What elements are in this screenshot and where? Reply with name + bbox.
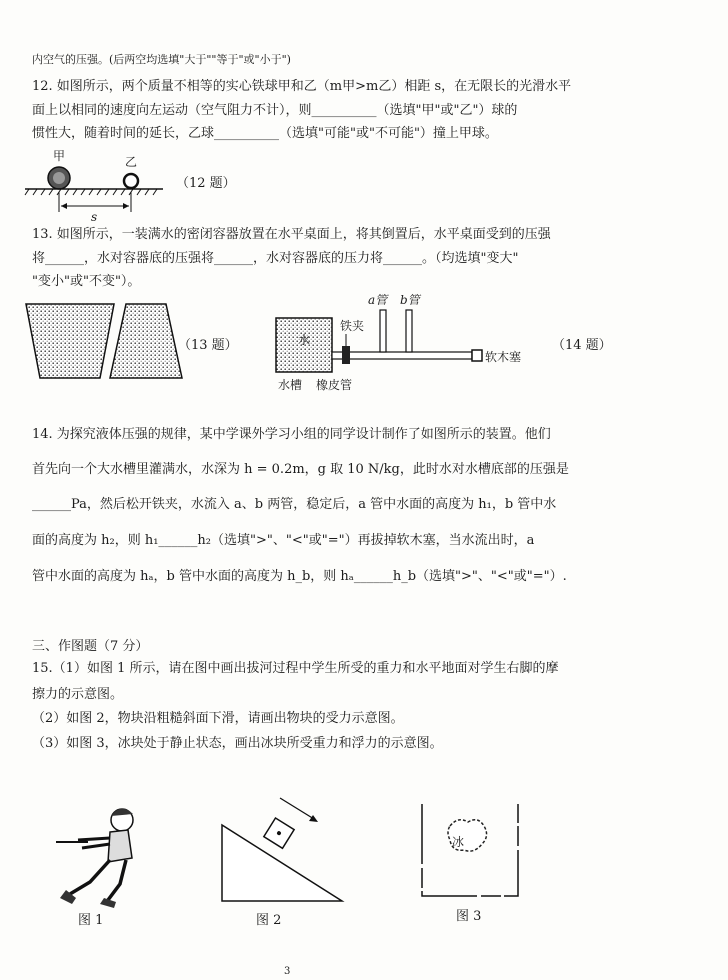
motion-arrow (280, 798, 314, 819)
fig1-caption: 图 1 (78, 913, 104, 928)
q15-line4: （3）如图 3，冰块处于静止状态，画出冰块所受重力和浮力的示意图。 (32, 736, 443, 751)
cork-stopper (472, 350, 482, 361)
figure-14 (268, 292, 548, 402)
fig13-caption: （13 题） (178, 338, 238, 353)
label-cork: 软木塞 (485, 350, 522, 364)
figure-15-2 (218, 795, 358, 910)
q14-line3: ______Pa，然后松开铁夹，水流入 a、b 两管，稳定后，a 管中水面的高度为 h₁，b 管中水 (32, 497, 557, 512)
fig3-caption: 图 3 (456, 909, 482, 924)
q14-line4: 面的高度为 h₂，则 h₁______h₂（选填">"、"<"或"="）再拔掉软木塞，当水流出时，a (32, 533, 535, 548)
label-yi: 乙 (125, 155, 138, 169)
ice-label: 冰 (452, 835, 465, 849)
tube-a (380, 310, 386, 352)
label-b-tube: b管 (400, 293, 420, 307)
q14-line1: 14. 为探究液体压强的规律，某中学课外学习小组的同学设计制作了如图所示的装置。他们 (32, 427, 551, 442)
q14-line5: 管中水面的高度为 hₐ，b 管中水面的高度为 h_b，则 hₐ______h_b（选填">"、"<"或"="）. (32, 569, 567, 584)
fig12-caption: （12 题） (176, 176, 236, 191)
iron-clamp (342, 346, 350, 364)
continued-text: 内空气的压强。(后两空均选填"大于""等于"或"小于") (32, 53, 291, 66)
ball-yi (124, 174, 138, 188)
page-number: 3 (284, 966, 291, 977)
label-tank: 水槽 (278, 378, 303, 392)
student-body (108, 830, 132, 862)
container-upright (26, 304, 114, 378)
q14-line2: 首先向一个大水槽里灌满水，水深为 h = 0.2m，g 取 10 N/kg，此时水对水槽底部的压强是 (32, 462, 569, 477)
tube-b (406, 310, 412, 352)
figure-15-1 (48, 800, 158, 910)
label-s: s (91, 210, 98, 224)
figure-15-3 (418, 800, 528, 905)
q13-line1: 13. 如图所示，一装满水的密闭容器放置在水平桌面上，将其倒置后，水平桌面受到的压强 (32, 227, 551, 242)
container-inverted (110, 304, 182, 378)
section-3-title: 三、作图题（7 分） (32, 639, 149, 654)
fig2-caption: 图 2 (256, 913, 282, 928)
q15-line2: 擦力的示意图。 (32, 687, 124, 702)
q12-line1: 12. 如图所示，两个质量不相等的实心铁球甲和乙（m甲>m乙）相距 s，在无限长的光滑水平 (32, 79, 572, 94)
label-clamp: 铁夹 (340, 319, 365, 333)
q12-line3: 惯性大，随着时间的延长，乙球__________（选填"可能"或"不可能"）撞上甲球。 (32, 126, 498, 141)
q13-line3: "变小"或"不变"）。 (32, 274, 141, 289)
fig14-caption: （14 题） (552, 338, 612, 353)
label-a-tube: a管 (368, 293, 388, 307)
q15-line1: 15.（1）如图 1 所示，请在图中画出拔河过程中学生所受的重力和水平地面对学生右脚的摩 (32, 661, 559, 676)
label-jia: 甲 (53, 149, 66, 163)
label-water: 水 (298, 333, 311, 347)
q13-line2: 将______，水对容器底的压强将______，水对容器底的压力将______。（均选填"变大" (32, 251, 519, 266)
q15-line3: （2）如图 2，物块沿粗糙斜面下滑，请画出物块的受力示意图。 (32, 711, 404, 726)
q12-line2: 面上以相同的速度向左运动（空气阻力不计），则__________（选填"甲"或"乙"）球的 (32, 103, 518, 118)
label-hose: 橡皮管 (316, 378, 353, 392)
